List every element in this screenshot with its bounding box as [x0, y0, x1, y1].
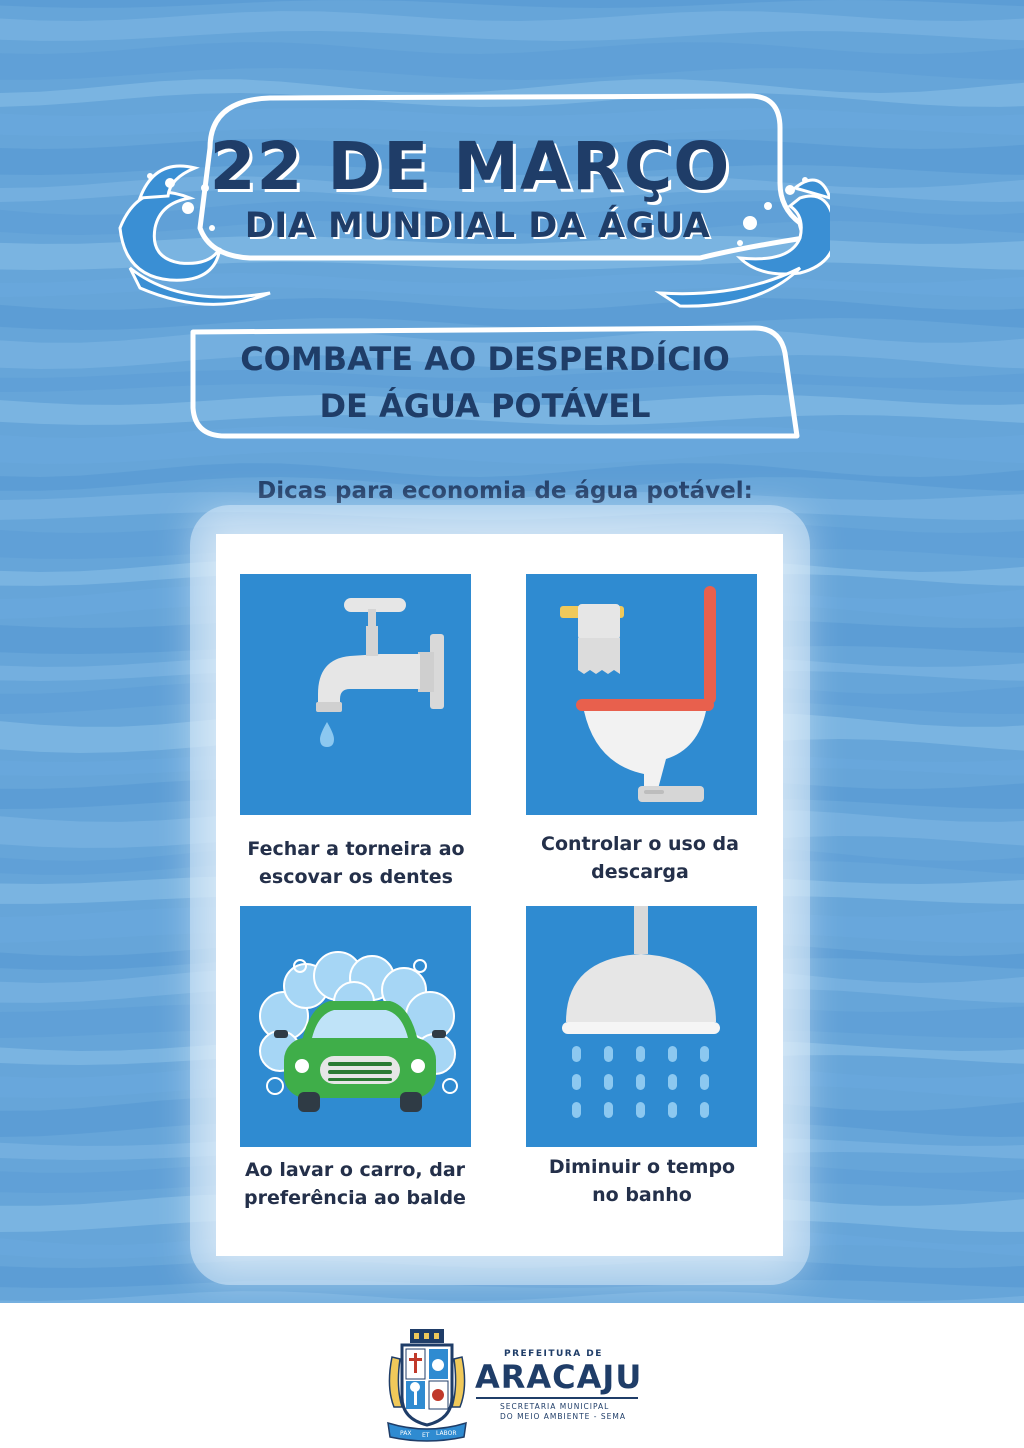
tip-caption-toilet-line-2: descarga	[591, 861, 689, 883]
tip-caption-shower-line-1: Diminuir o tempo	[548, 1156, 736, 1178]
tip-caption-shower-line-2: no banho	[592, 1184, 692, 1206]
tip-caption-toilet-line-1: Controlar o uso da	[541, 833, 739, 855]
campaign-line-2: DE ÁGUA POTÁVEL	[319, 387, 651, 425]
logo-department-line-2: DO MEIO AMBIENTE - SEMA	[500, 1412, 626, 1421]
tip-caption-car-wash-line-1: Ao lavar o carro, dar	[244, 1159, 466, 1181]
logo-divider	[476, 1397, 638, 1399]
faucet-icon	[240, 574, 471, 815]
event-name: DIA MUNDIAL DA ÁGUA	[244, 206, 711, 246]
logo-city-name: ARACAJU	[475, 1358, 643, 1396]
tip-caption-toilet	[500, 830, 780, 886]
logo-prefix: PREFEITURA DE	[504, 1349, 603, 1359]
shower-icon	[526, 906, 757, 1147]
motto-word: PAX	[400, 1430, 412, 1437]
water-stripe	[0, 0, 1024, 8]
motto-word: LABOR	[436, 1430, 457, 1437]
campaign-title	[200, 336, 770, 430]
campaign-line-1: COMBATE AO DESPERDÍCIO	[240, 340, 730, 378]
car-wash-icon	[240, 906, 471, 1147]
tip-caption-car-wash	[215, 1156, 495, 1212]
water-stripe	[0, 11, 1024, 41]
tip-caption-faucet-line-1: Fechar a torneira ao	[247, 838, 465, 860]
motto-word: ET	[422, 1432, 430, 1439]
aracaju-coat-of-arms-icon	[384, 1327, 470, 1443]
tip-caption-faucet	[216, 835, 496, 891]
tip-tile-car-wash	[240, 906, 471, 1147]
water-stripe	[0, 1291, 1024, 1303]
tips-card	[216, 534, 783, 1256]
water-stripe	[0, 42, 1024, 80]
tip-tile-toilet	[526, 574, 757, 815]
tip-caption-shower	[502, 1153, 782, 1209]
event-date: 22 DE MARÇO	[209, 128, 731, 205]
tip-tile-faucet	[240, 574, 471, 815]
tip-caption-faucet-line-2: escovar os dentes	[259, 866, 453, 888]
tip-tile-shower	[526, 906, 757, 1147]
tip-caption-car-wash-line-2: preferência ao balde	[244, 1187, 466, 1209]
logo-department-line-1: SECRETARIA MUNICIPAL	[500, 1402, 610, 1411]
tips-heading: Dicas para economia de água potável:	[257, 478, 753, 504]
toilet-icon	[526, 574, 757, 815]
